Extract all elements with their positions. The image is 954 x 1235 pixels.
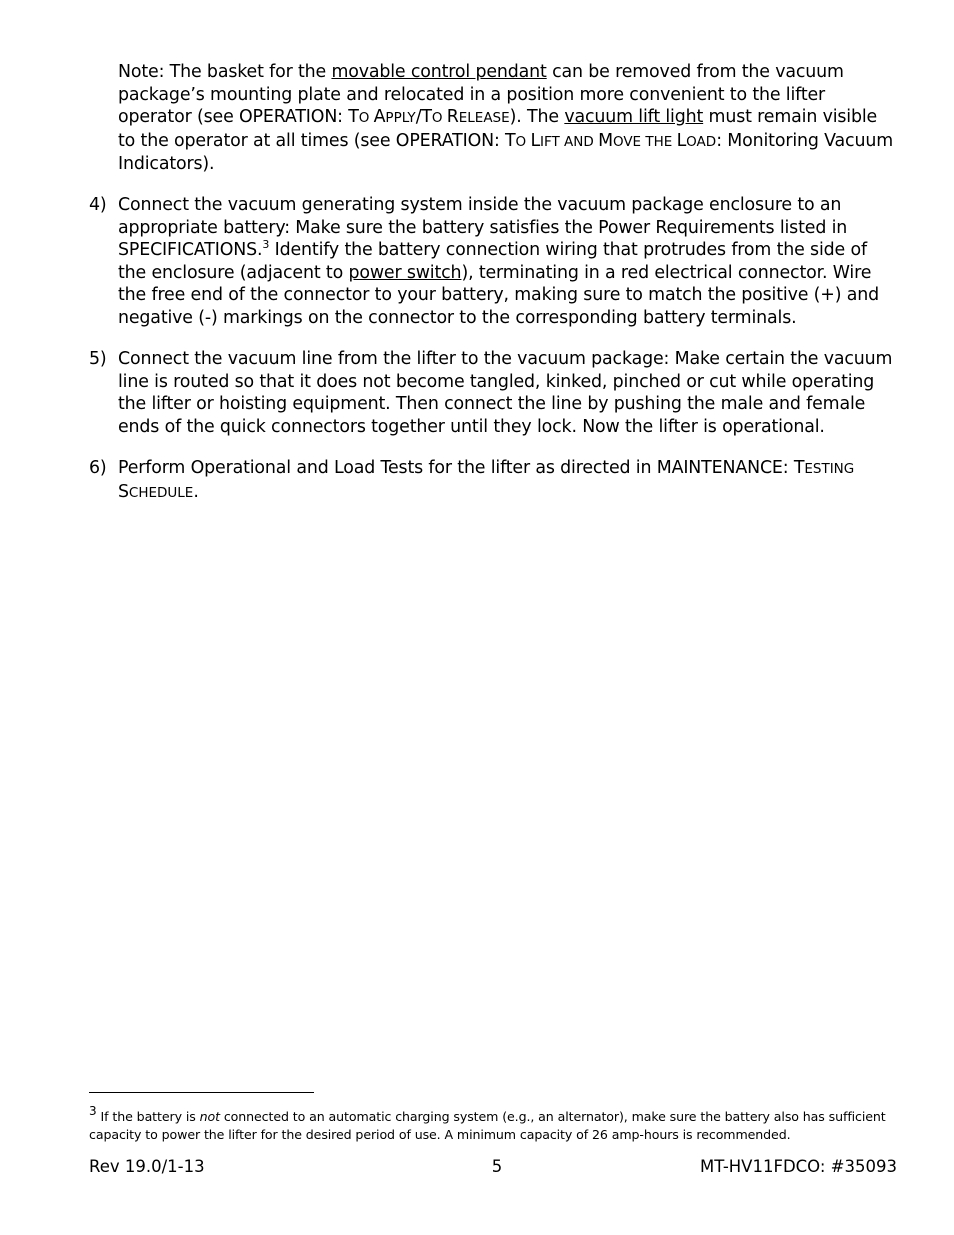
item-number: 6) xyxy=(89,458,107,478)
small-caps: ESTING xyxy=(804,461,855,477)
list-item xyxy=(89,194,898,330)
footnote-emphasis: not xyxy=(199,1109,220,1124)
list-item xyxy=(89,348,898,438)
small-caps: PPLY xyxy=(385,110,416,127)
item-number: 5) xyxy=(89,349,107,369)
item-text: Connect the vacuum line from the lifter to the vacuum package: Make certain the vacuum line is routed so that it does not become tangled, kinked, pinched or cut while operating the lifter or hoisting equipment. Then connect the line by pushing the male and female ends of the quick connectors together until they lock. Now the lifter is operational. xyxy=(118,349,893,437)
footnote-divider xyxy=(89,1092,314,1093)
cap: M xyxy=(598,130,613,151)
small-caps: O xyxy=(358,110,374,127)
item-text-part: Perform Operational and Load Tests for the lifter as directed in MAINTENANCE: T xyxy=(118,458,805,478)
cap: S xyxy=(118,481,129,502)
item-text-part: ), terminating in a red electrical connector. Wire the free end of the connector to your battery, making sure to match the positive (+) and negative (-) markings on the connector to the corresponding battery terminals. xyxy=(118,262,879,328)
small-caps: IFT AND xyxy=(540,133,599,150)
item-text-part: . xyxy=(193,481,199,502)
page-number: 5 xyxy=(491,1157,503,1176)
revision-label: Rev 19.0/1-13 xyxy=(89,1157,205,1176)
footnote-reference: 3 xyxy=(262,238,270,252)
cap: A xyxy=(373,107,386,128)
item-text xyxy=(118,457,898,504)
note-text: /T xyxy=(415,107,432,128)
cap: L xyxy=(676,130,687,151)
item-text-part: Identify the battery connection wiring that protrudes from the side of the enclosure (adjacent to xyxy=(118,240,867,283)
note-paragraph xyxy=(118,61,898,176)
item-number: 4) xyxy=(89,195,107,215)
footnote-text: connected to an automatic charging system (e.g., an alternator), make sure the battery also has sufficient capacity to power the lifter for the desired period of use. A minimum capacity of 26 amp-hours is recommended. xyxy=(89,1109,886,1142)
vacuum-lift-light-ref: vacuum lift light xyxy=(564,107,704,128)
note-text: ). The xyxy=(509,107,565,128)
small-caps: O xyxy=(431,110,447,127)
small-caps: O xyxy=(515,133,531,150)
small-caps: OAD xyxy=(686,133,717,150)
footnote-mark: 3 xyxy=(89,1104,97,1118)
item-text-part: Connect the vacuum generating system inside the vacuum package enclosure to an appropriate battery: Make sure the battery satisfies the Power Requirements listed in SPECIFICATIONS. xyxy=(118,195,848,261)
note-text: Note: The basket for the xyxy=(118,62,332,82)
document-id: MT-HV11FDCO: #35093 xyxy=(700,1157,897,1176)
cap: L xyxy=(530,130,540,151)
footnote-text: If the battery is xyxy=(100,1109,200,1124)
list-item xyxy=(89,457,898,504)
movable-control-pendant-ref: movable control pendant xyxy=(331,62,547,82)
cap: R xyxy=(446,107,459,128)
small-caps: ELEASE xyxy=(458,110,510,127)
footnote xyxy=(89,1104,899,1144)
power-switch-ref: power switch xyxy=(348,262,462,283)
small-caps: OVE THE xyxy=(612,133,677,150)
small-caps: CHEDULE xyxy=(128,484,194,501)
item-text xyxy=(118,194,898,330)
note-text: can be removed from the vacuum package’s mounting plate and relocated in a position more convenient to the lifter operator (see OPERATION: T xyxy=(118,62,844,128)
note-text: : Monitoring Vacuum Indicators). xyxy=(118,130,894,175)
note-text: must remain visible to the operator at all times (see OPERATION: T xyxy=(118,107,878,151)
